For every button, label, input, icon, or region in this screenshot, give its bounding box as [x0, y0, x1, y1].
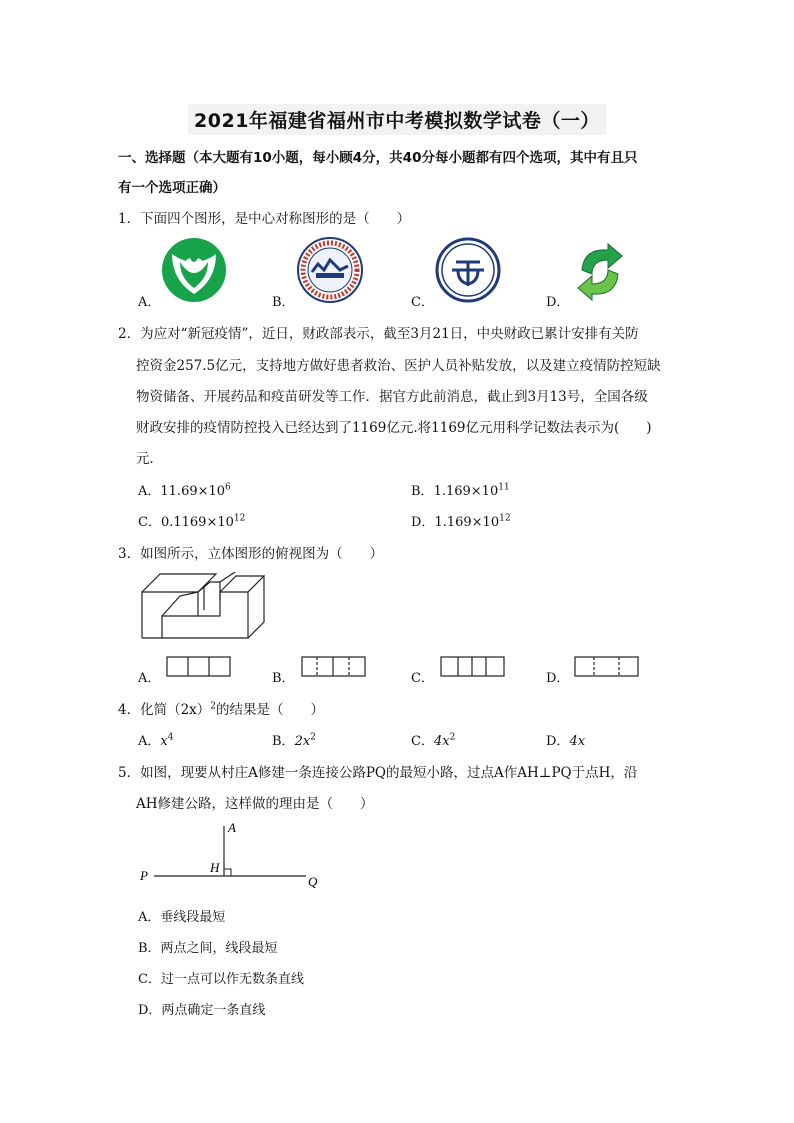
q2-option-a-label: A．	[138, 484, 161, 499]
q4-option-b	[272, 730, 316, 749]
q2-option-b-base: 1.169×10	[433, 484, 499, 499]
q1-stem: 1．下面四个图形，是中心对称图形的是（ ）	[118, 211, 411, 227]
q2-line-4: 财政安排的疫情防控投入已经达到了1169亿元.将1169亿元用科学记数法表示为( )	[136, 420, 652, 436]
university-seal-logo-icon	[296, 236, 364, 304]
point-h-label: H	[210, 860, 220, 875]
q2-option-d-base: 1.169×10	[434, 515, 500, 530]
q3-stem: 3．如图所示，立体图形的俯视图为（ ）	[118, 546, 384, 562]
q1-option-c-label: C．	[411, 295, 434, 310]
q2-option-b-label: B．	[411, 484, 434, 499]
point-p-label: P	[140, 868, 148, 883]
q3-option-c-label: C．	[411, 671, 434, 686]
q2-option-d-label: D．	[411, 515, 435, 530]
q2-line-2: 控资金257.5亿元，支持地方做好患者救治、医护人员补贴发放，以及建立疫情防控短缺	[136, 358, 661, 374]
green-shield-logo-icon	[160, 236, 228, 304]
q4-option-b-label: B．	[272, 734, 295, 749]
q4-option-a-base: x	[160, 734, 168, 749]
q4-stem	[118, 698, 324, 718]
q2-line-1: 2．为应对“新冠疫情”，近日，财政部表示，截至3月21日，中央财政已累计安排有关防	[118, 326, 639, 342]
point-a-label: A	[228, 820, 236, 835]
q3-option-a-label: A．	[138, 671, 161, 686]
exam-title-text: 2021年福建省福州市中考模拟数学试卷（一）	[188, 104, 606, 135]
q4-stem-post: 的结果是（ ）	[216, 702, 325, 718]
top-view-a-diagram	[166, 656, 232, 678]
point-q-label: Q	[308, 874, 318, 888]
q4-option-c-label: C．	[411, 734, 434, 749]
solid-figure-diagram	[140, 572, 266, 640]
q5-line-1: 5．如图，现要从村庄A修建一条连接公路PQ的最短小路，过点A作AH⊥PQ于点H，沿	[118, 765, 638, 781]
q4-option-d	[546, 730, 585, 749]
q3-option-b-label: B．	[272, 671, 295, 686]
recycle-arrows-logo-icon	[568, 240, 632, 304]
top-view-c-diagram	[440, 656, 506, 678]
q2-option-c-base: 0.1169×10	[160, 515, 234, 530]
q4-option-b-base: 2x	[294, 734, 311, 749]
perpendicular-diagram	[136, 818, 326, 888]
section-heading-line2: 有一个选项正确）	[118, 180, 226, 196]
q1-option-b-label: B．	[272, 295, 295, 310]
q2-option-a	[138, 480, 231, 499]
q4-option-d-base: 4x	[569, 734, 586, 749]
circle-grid-logo-icon	[434, 236, 502, 304]
q1-option-a-label: A．	[138, 295, 161, 310]
q4-stem-pre: 4．化简（2x）	[118, 702, 211, 718]
q4-option-b-exp: 2	[310, 732, 316, 743]
q5-option-d: D．两点确定一条直线	[138, 1003, 266, 1018]
q2-option-b-exp: 11	[498, 482, 510, 493]
section-heading-line1: 一、选择题（本大题有10小题，每小顾4分，共40分每小题都有四个选项，其中有且只	[118, 150, 638, 166]
q2-option-d	[411, 511, 511, 530]
exam-title	[0, 104, 794, 135]
q4-option-a-exp: 4	[167, 732, 174, 743]
q5-option-b: B．两点之间，线段最短	[138, 941, 278, 956]
q2-option-c-label: C．	[138, 515, 161, 530]
q2-option-c-exp: 12	[233, 513, 246, 524]
q4-stem-exp: 2	[210, 701, 217, 712]
q5-option-c: C．过一点可以作无数条直线	[138, 972, 304, 987]
q2-option-c	[138, 511, 245, 530]
q4-option-a-label: A．	[138, 734, 161, 749]
top-view-b-diagram	[301, 656, 367, 678]
top-view-d-diagram	[574, 656, 640, 678]
q4-option-c-exp: 2	[449, 732, 456, 743]
q4-option-a	[138, 730, 173, 749]
q2-line-5: 元．	[136, 451, 163, 467]
q1-option-d-label: D．	[546, 295, 570, 310]
q2-option-b	[411, 480, 510, 499]
q4-option-c-base: 4x	[433, 734, 450, 749]
q2-option-d-exp: 12	[499, 513, 511, 524]
q5-line-2: AH修建公路，这样做的理由是（ ）	[136, 796, 374, 812]
q4-option-c	[411, 730, 455, 749]
q2-option-a-exp: 6	[225, 482, 231, 493]
q2-line-3: 物资储备、开展药品和疫苗研发等工作．据官方此前消息，截止到3月13号，全国各级	[136, 389, 648, 405]
q2-option-a-base: 11.69×10	[160, 484, 226, 499]
q4-option-d-label: D．	[546, 734, 570, 749]
q5-option-a: A．垂线段最短	[138, 910, 226, 925]
q3-option-d-label: D．	[546, 671, 570, 686]
